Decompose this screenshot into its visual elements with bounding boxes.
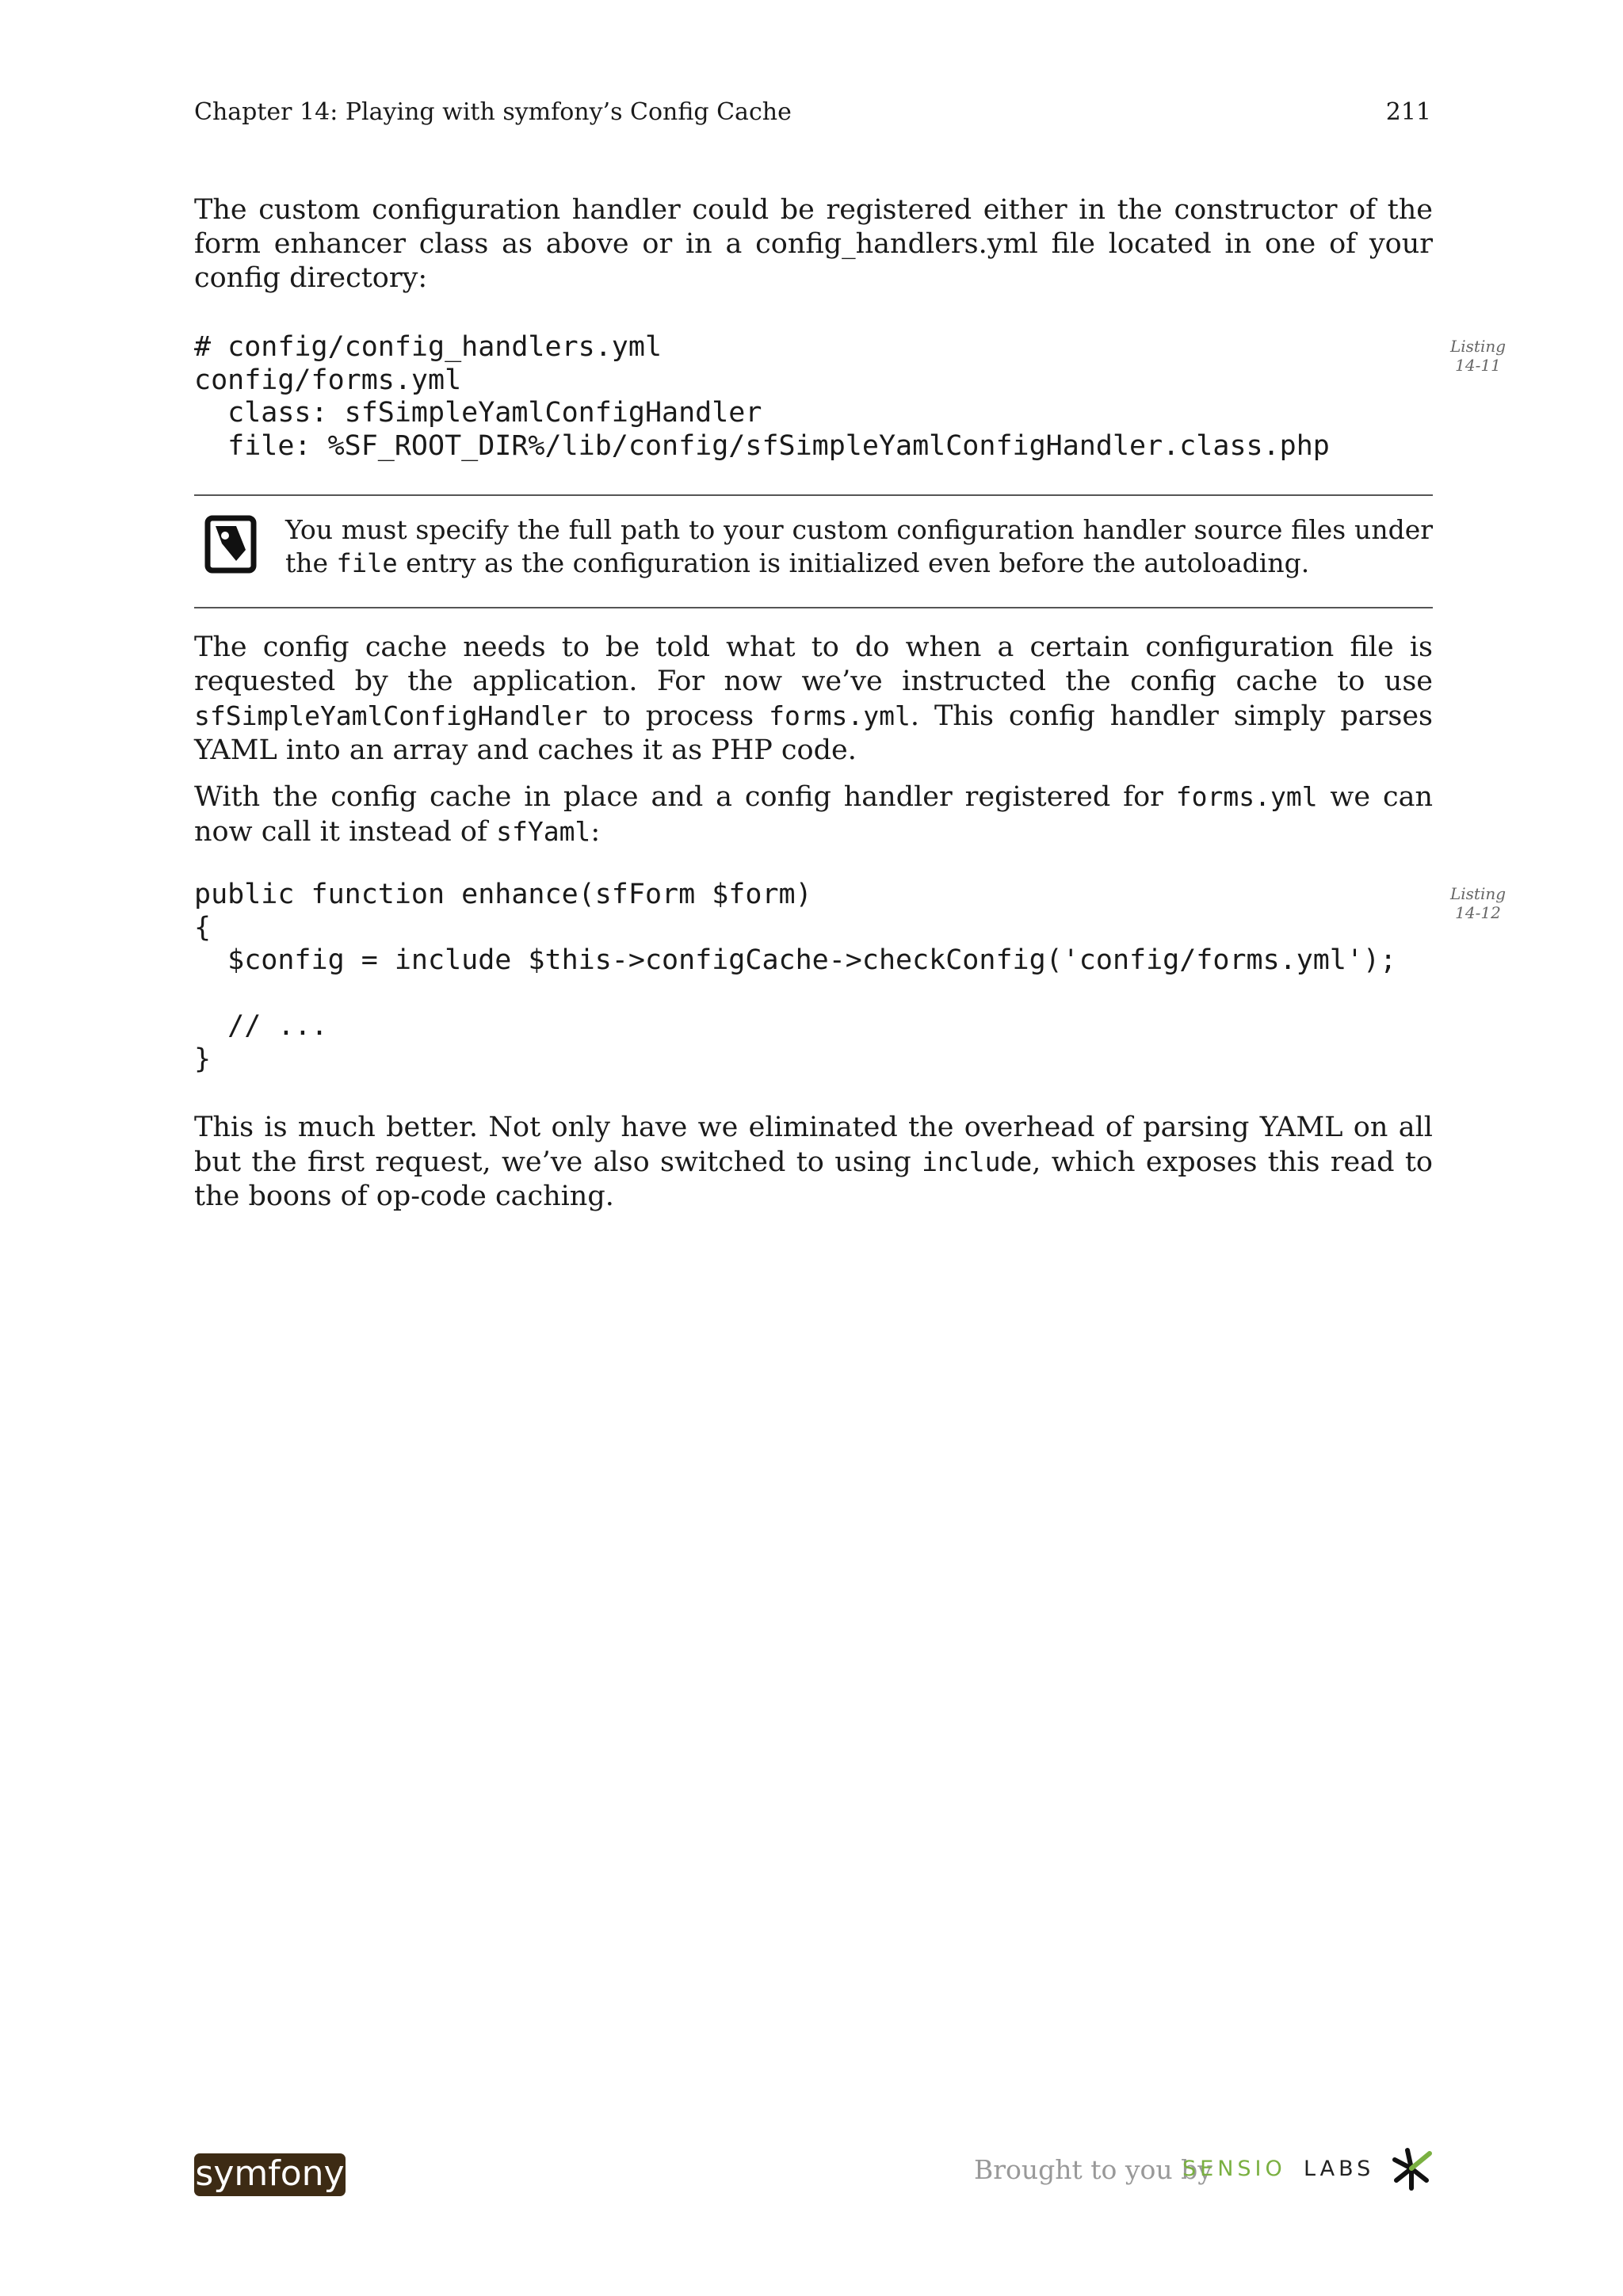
note-top-rule	[194, 494, 1433, 496]
sensiolabs-logo-labs: LABS	[1304, 2157, 1375, 2181]
brought-to-you-text: Brought to you by	[974, 2154, 1212, 2185]
note-icon	[204, 515, 260, 574]
paragraph-conclusion: This is much better. Not only have we eliminated the overhead of parsing YAML on all but the first request, we’ve also switched to using include, which exposes this read to the boons of op-code caching.	[194, 1112, 1433, 1212]
listing-number: 14-11	[1455, 356, 1501, 375]
note-text: You must specify the full path to your custom configuration handler source files under the file entry as the configuration is initialized even before the autoloading.	[285, 514, 1433, 578]
paragraph-intro: The custom configuration handler could be registered either in the constructor of the form enhancer class as above or in a config_handlers.yml file located in one of your config directory:	[194, 194, 1433, 294]
code-listing-config-handlers: # config/config_handlers.yml config/forms.yml class: sfSimpleYamlConfigHandler file: %SF_ROOT_DIR%/lib/config/sfSimpleYamlConfigHandler.class.php	[194, 331, 1330, 462]
listing-word: Listing	[1449, 884, 1507, 903]
page-number: 211	[1385, 98, 1431, 126]
sensiolabs-star-icon	[1387, 2144, 1436, 2193]
inline-code: forms.yml	[769, 700, 911, 731]
inline-code: sfYaml	[496, 816, 591, 847]
paragraph-config-in-place: With the config cache in place and a config handler registered for forms.yml we can now call it instead of sfYaml:	[194, 781, 1433, 848]
code-listing-enhance: public function enhance(sfForm $form) { $config = include $this->configCache->checkConfig('config/forms.yml'); // ... }	[194, 879, 1397, 1075]
inline-code: sfSimpleYamlConfigHandler	[194, 700, 588, 731]
listing-number: 14-12	[1455, 903, 1501, 922]
inline-code: file	[336, 548, 398, 578]
listing-word: Listing	[1449, 337, 1507, 356]
sensiolabs-logo-sensio: SENSIO	[1182, 2157, 1286, 2181]
listing-label-14-11	[1444, 337, 1512, 375]
paragraph-config-cache: The config cache needs to be told what to do when a certain configuration file is requested by the application. For now we’ve instructed the config cache to use sfSimpleYamlConfigHandler to process forms.yml. This config handler simply parses YAML into an array and caches it as PHP code.	[194, 631, 1433, 766]
listing-label-14-12	[1444, 884, 1512, 922]
inline-code: include	[922, 1146, 1033, 1177]
symfony-logo: symfony	[194, 2153, 346, 2196]
running-header-title: Chapter 14: Playing with symfony’s Config Cache	[194, 98, 792, 126]
note-bottom-rule	[194, 607, 1433, 608]
inline-code: forms.yml	[1175, 781, 1318, 812]
